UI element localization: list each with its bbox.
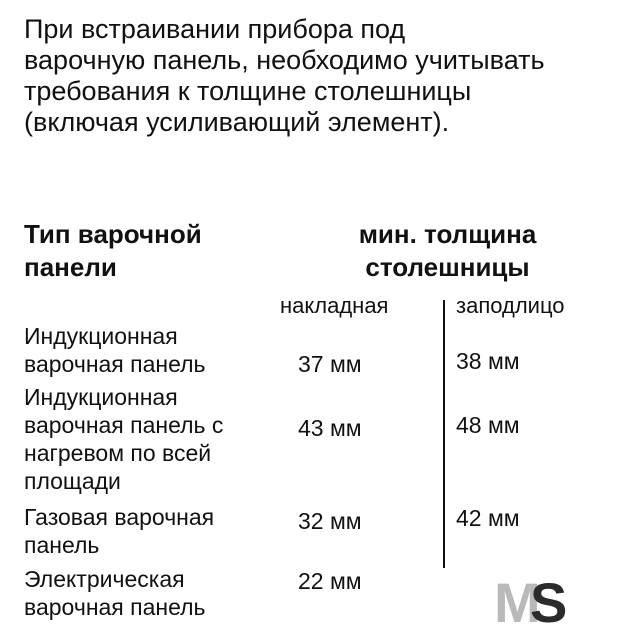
ms-logo <box>494 572 576 628</box>
header-hob-type: Тип варочной панели <box>24 219 202 282</box>
header-min-thickness: мин. толщина столешницы <box>358 219 537 282</box>
value-overlay-electric: 22 мм <box>298 568 362 594</box>
value-overlay-induction: 37 мм <box>298 351 362 377</box>
column-divider <box>443 300 445 568</box>
row-name-induction-full-area: Индукционная варочная панель с нагревом по всей площади <box>24 384 224 494</box>
value-flush-induction-full-area: 48 мм <box>456 412 520 438</box>
row-name-induction: Индукционная варочная панель <box>24 323 206 377</box>
column-header-flush: заподлицо <box>456 293 565 318</box>
value-overlay-induction-full-area: 43 мм <box>298 415 362 441</box>
logo-letter-m: M <box>494 572 541 628</box>
value-flush-induction: 38 мм <box>456 348 520 374</box>
value-overlay-gas: 32 мм <box>298 508 362 534</box>
logo-letter-s: S <box>530 572 568 628</box>
intro-line: При встраивании прибора под <box>24 14 406 44</box>
intro-line: требования к толщине столешницы <box>24 76 472 106</box>
intro-line: варочную панель, необходимо учитывать <box>24 45 545 75</box>
intro-line: (включая усиливающий элемент). <box>24 107 450 137</box>
column-header-overlay: накладная <box>280 293 389 318</box>
row-name-gas: Газовая варочная панель <box>24 504 215 558</box>
intro-paragraph <box>24 14 624 138</box>
value-flush-gas: 42 мм <box>456 505 520 531</box>
row-name-electric: Электрическая варочная панель <box>24 566 206 620</box>
